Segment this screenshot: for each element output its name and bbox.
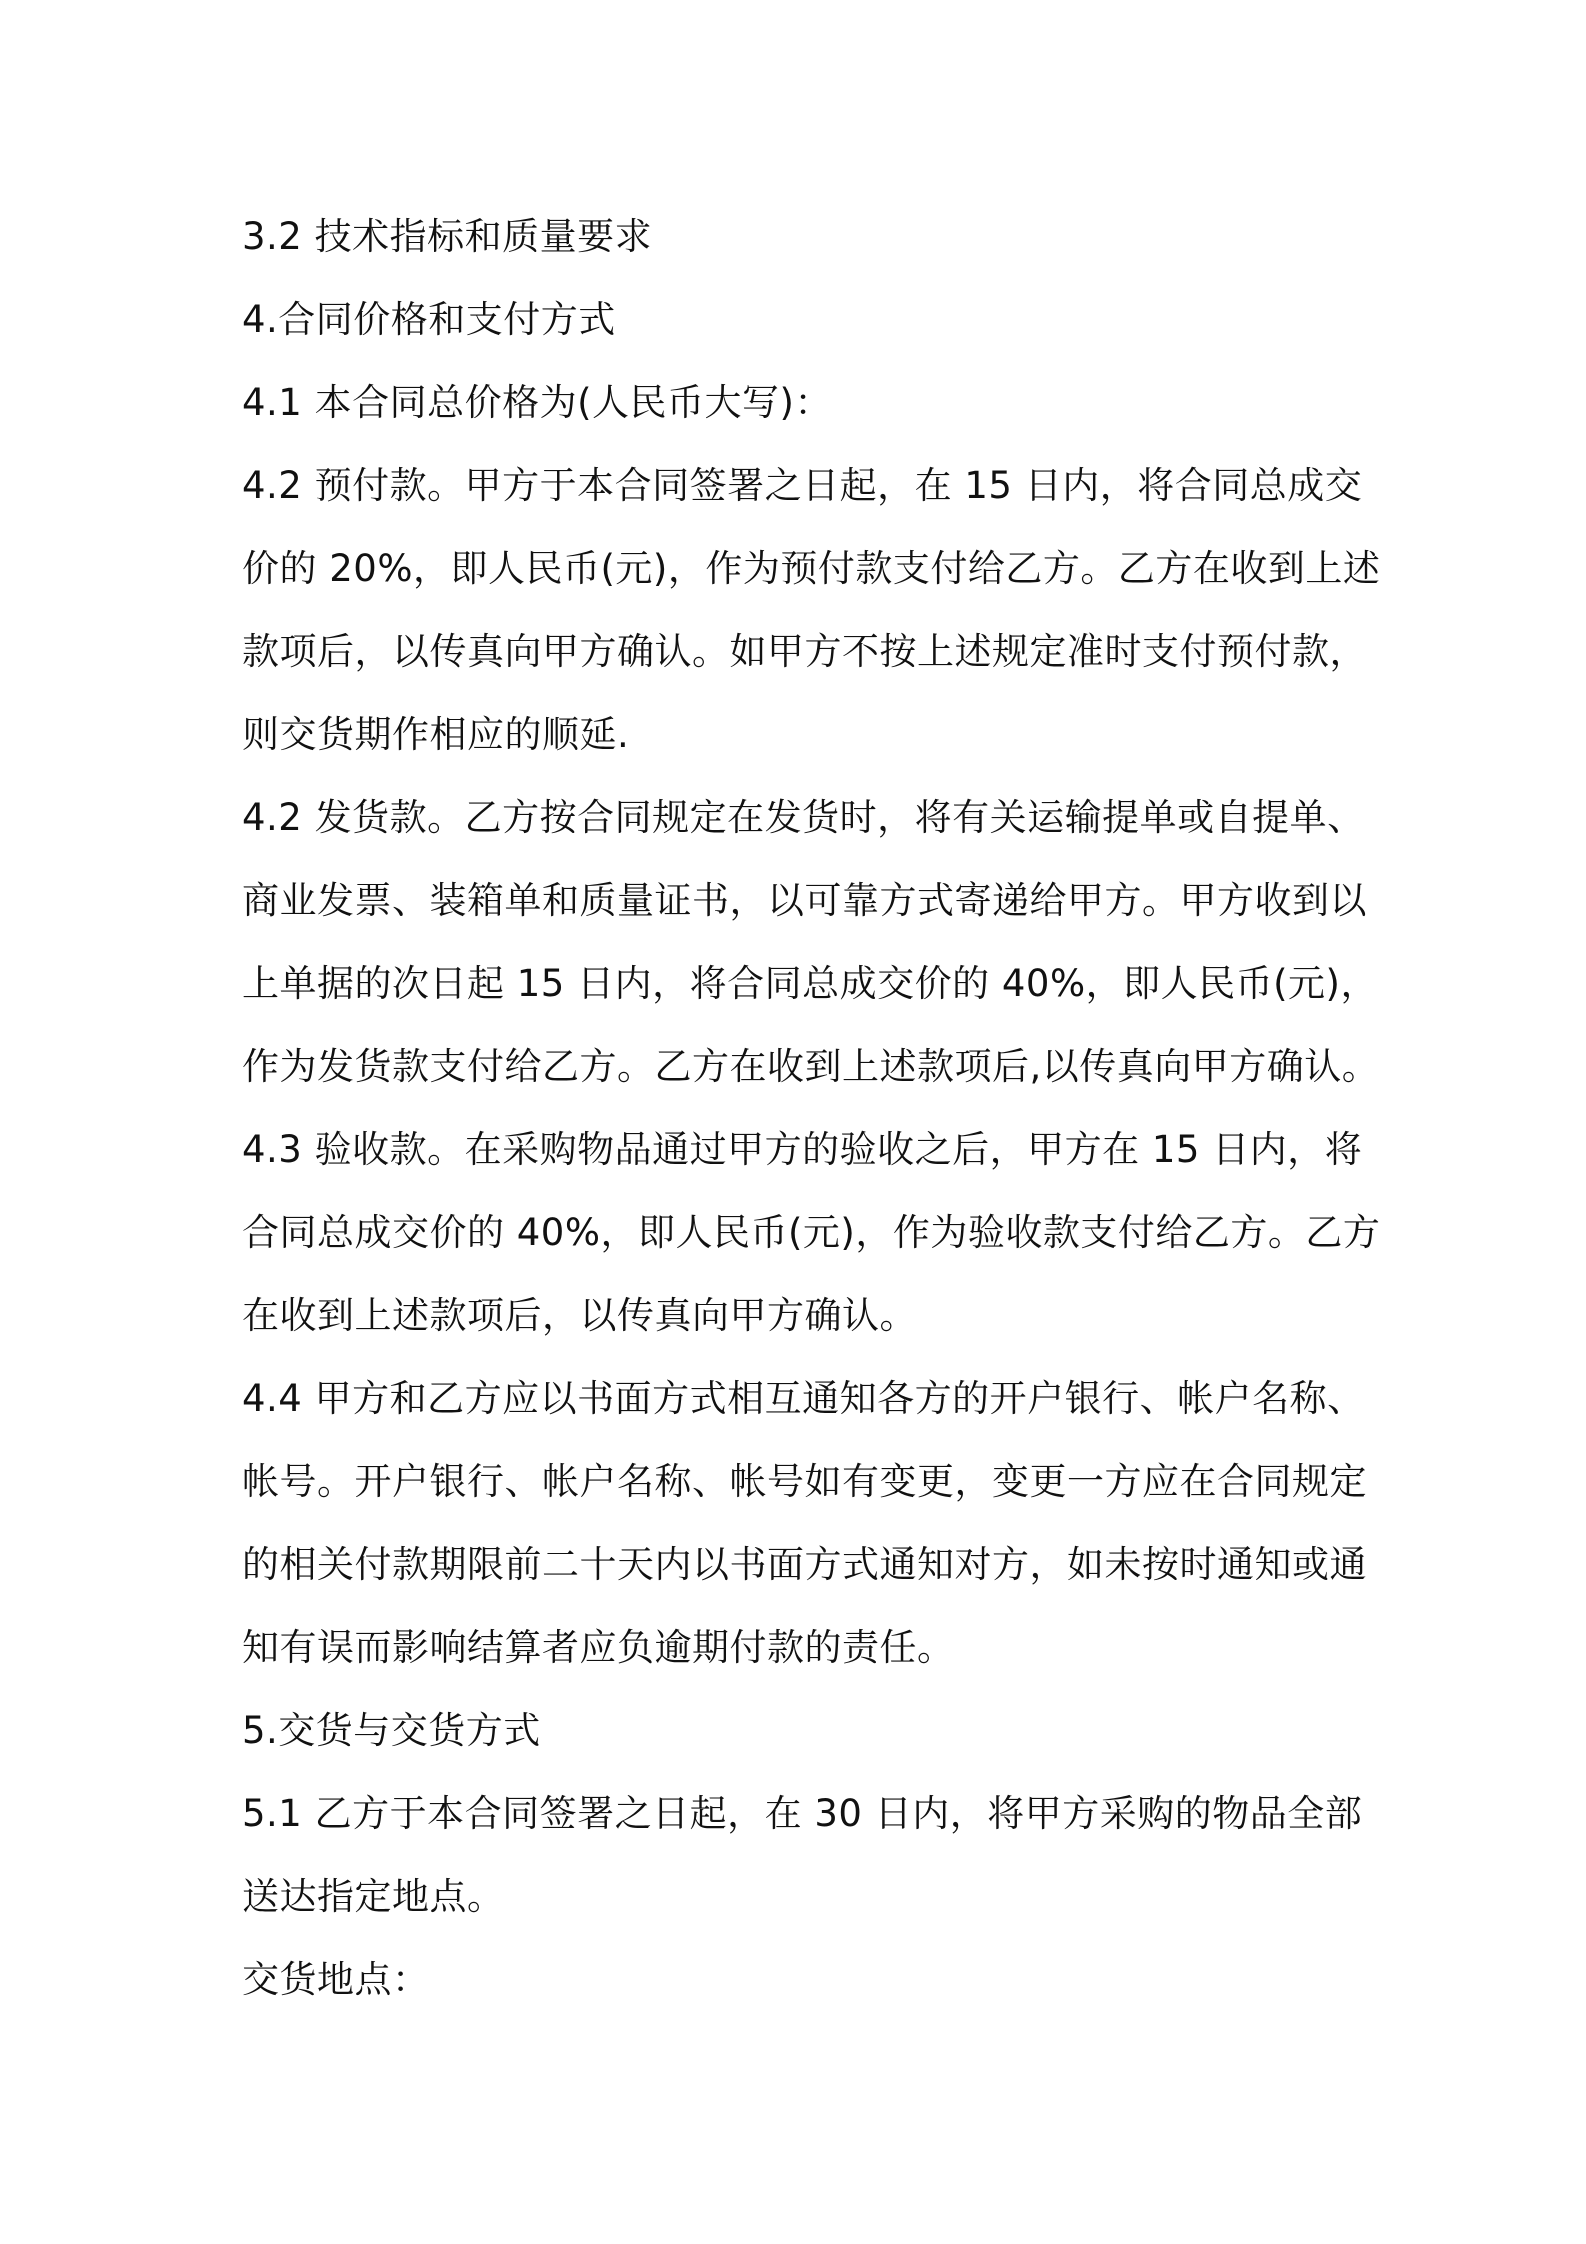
clause-4-2-prepayment-line: 则交货期作相应的顺延. <box>242 713 630 756</box>
clause-4-3-line: 4.3 验收款。在采购物品通过甲方的验收之后，甲方在 15 日内，将 <box>242 1128 1363 1171</box>
clause-4-3-line: 在收到上述款项后，以传真向甲方确认。 <box>242 1294 917 1337</box>
clause-4-4-line: 的相关付款期限前二十天内以书面方式通知对方，如未按时通知或通 <box>242 1543 1367 1586</box>
clause-4-2-shipment-line: 商业发票、装箱单和质量证书，以可靠方式寄递给甲方。甲方收到以 <box>242 879 1367 922</box>
clause-4-3-line: 合同总成交价的 40%，即人民币(元)，作为验收款支付给乙方。乙方 <box>242 1211 1381 1254</box>
clause-4-2-shipment-line: 作为发货款支付给乙方。乙方在收到上述款项后,以传真向甲方确认。 <box>242 1045 1380 1088</box>
delivery-location-label: 交货地点： <box>242 1958 430 2001</box>
clause-4-4-line: 知有误而影响结算者应负逾期付款的责任。 <box>242 1626 955 1669</box>
section-heading-5: 5.交货与交货方式 <box>242 1709 541 1752</box>
clause-4-4-line: 4.4 甲方和乙方应以书面方式相互通知各方的开户银行、帐户名称、 <box>242 1377 1365 1420</box>
clause-4-4-line: 帐号。开户银行、帐户名称、帐号如有变更，变更一方应在合同规定 <box>242 1460 1367 1503</box>
clause-4-2-prepayment-line: 价的 20%，即人民币(元)，作为预付款支付给乙方。乙方在收到上述 <box>242 547 1381 590</box>
clause-4-2-shipment-line: 4.2 发货款。乙方按合同规定在发货时，将有关运输提单或自提单、 <box>242 796 1365 839</box>
clause-5-1-line: 5.1 乙方于本合同签署之日起，在 30 日内，将甲方采购的物品全部 <box>242 1792 1363 1835</box>
clause-4-2-prepayment-line: 款项后，以传真向甲方确认。如甲方不按上述规定准时支付预付款， <box>242 630 1367 673</box>
document-body <box>242 195 1381 2021</box>
clause-5-1-line: 送达指定地点。 <box>242 1875 505 1918</box>
clause-4-1: 4.1 本合同总价格为(人民币大写)： <box>242 381 832 424</box>
section-heading-3-2: 3.2 技术指标和质量要求 <box>242 215 653 258</box>
clause-4-2-shipment-line: 上单据的次日起 15 日内，将合同总成交价的 40%，即人民币(元)， <box>242 962 1378 1005</box>
clause-4-2-prepayment-line: 4.2 预付款。甲方于本合同签署之日起，在 15 日内，将合同总成交 <box>242 464 1363 507</box>
section-heading-4: 4.合同价格和支付方式 <box>242 298 616 341</box>
